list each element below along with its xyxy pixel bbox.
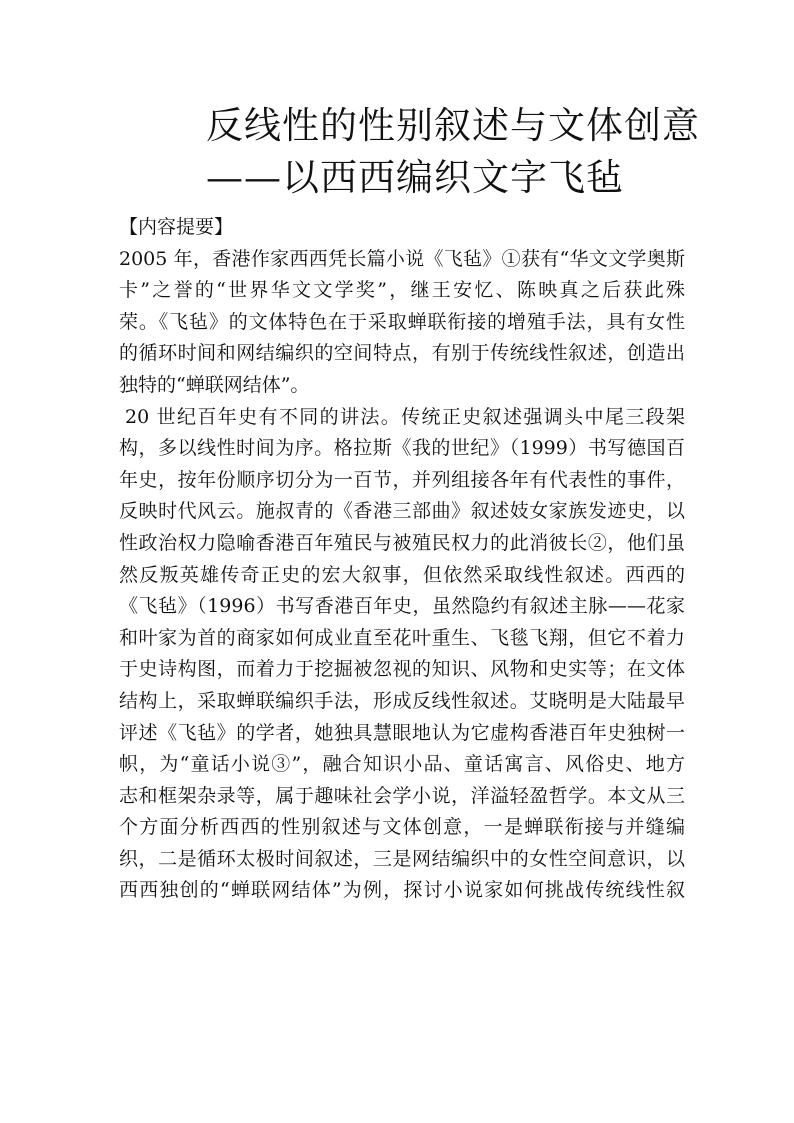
title-line-1: 反线性的性别叙述与文体创意 [206, 104, 700, 147]
paragraph-line: 年史，按年份顺序切分为一百节，并列组接各年有代表性的事件， [119, 468, 685, 491]
paragraph-line: 20 世纪百年史有不同的讲法。传统正史叙述强调头中尾三段架 [125, 405, 685, 428]
paragraph-line: 性政治权力隐喻香港百年殖民与被殖民权力的此消彼长②，他们虽 [119, 531, 685, 554]
paragraph-line: 然反叛英雄传奇正史的宏大叙事，但依然采取线性叙述。西西的 [119, 563, 685, 586]
document-title [206, 100, 726, 204]
paragraph-line: 帜，为“童话小说③”，融合知识小品、童话寓言、风俗史、地方 [119, 753, 685, 776]
paragraph-line: 评述《飞毡》的学者，她独具慧眼地认为它虚构香港百年史独树一 [119, 721, 685, 744]
paragraph-line: 个方面分析西西的性别叙述与文体创意，一是蝉联衔接与并缝编 [119, 816, 685, 839]
paragraph-line: 织，二是循环太极时间叙述，三是网结编织中的女性空间意识，以 [119, 847, 685, 870]
title-line-2: ——以西西编织文字飞毡 [206, 156, 624, 199]
abstract-line: 2005 年，香港作家西西凭长篇小说《飞毡》①获有“华文文学奥斯 [119, 247, 685, 270]
paragraph-line: 《飞毡》（1996）书写香港百年史，虽然隐约有叙述主脉——花家 [119, 595, 685, 618]
paragraph-line: 和叶家为首的商家如何成业直至花叶重生、飞毯飞翔，但它不着力 [119, 626, 685, 649]
abstract-line: 的循环时间和网结编织的空间特点，有别于传统线性叙述，创造出 [119, 342, 685, 365]
paragraph-line: 反映时代风云。施叔青的《香港三部曲》叙述妓女家族发迹史，以 [119, 500, 685, 523]
paragraph-line: 于史诗构图，而着力于挖掘被忽视的知识、风物和史实等；在文体 [119, 658, 685, 681]
abstract-heading: 【内容提要】 [119, 216, 234, 238]
paragraph-line: 志和框架杂录等，属于趣味社会学小说，洋溢轻盈哲学。本文从三 [119, 784, 685, 807]
paragraph-line: 构，多以线性时间为序。格拉斯《我的世纪》（1999）书写德国百 [119, 437, 685, 460]
abstract-line: 独特的“蝉联网结体”。 [119, 373, 310, 396]
paragraph-line: 结构上，采取蝉联编织手法，形成反线性叙述。艾晓明是大陆最早 [119, 689, 685, 712]
paragraph-line: 西西独创的“蝉联网结体”为例，探讨小说家如何挑战传统线性叙 [119, 879, 685, 902]
abstract-line: 荣。《飞毡》的文体特色在于采取蝉联衔接的增殖手法，具有女性 [119, 310, 685, 333]
abstract-line: 卡”之誉的“世界华文文学奖”，继王安忆、陈映真之后获此殊 [119, 279, 685, 302]
body-text [119, 212, 685, 907]
